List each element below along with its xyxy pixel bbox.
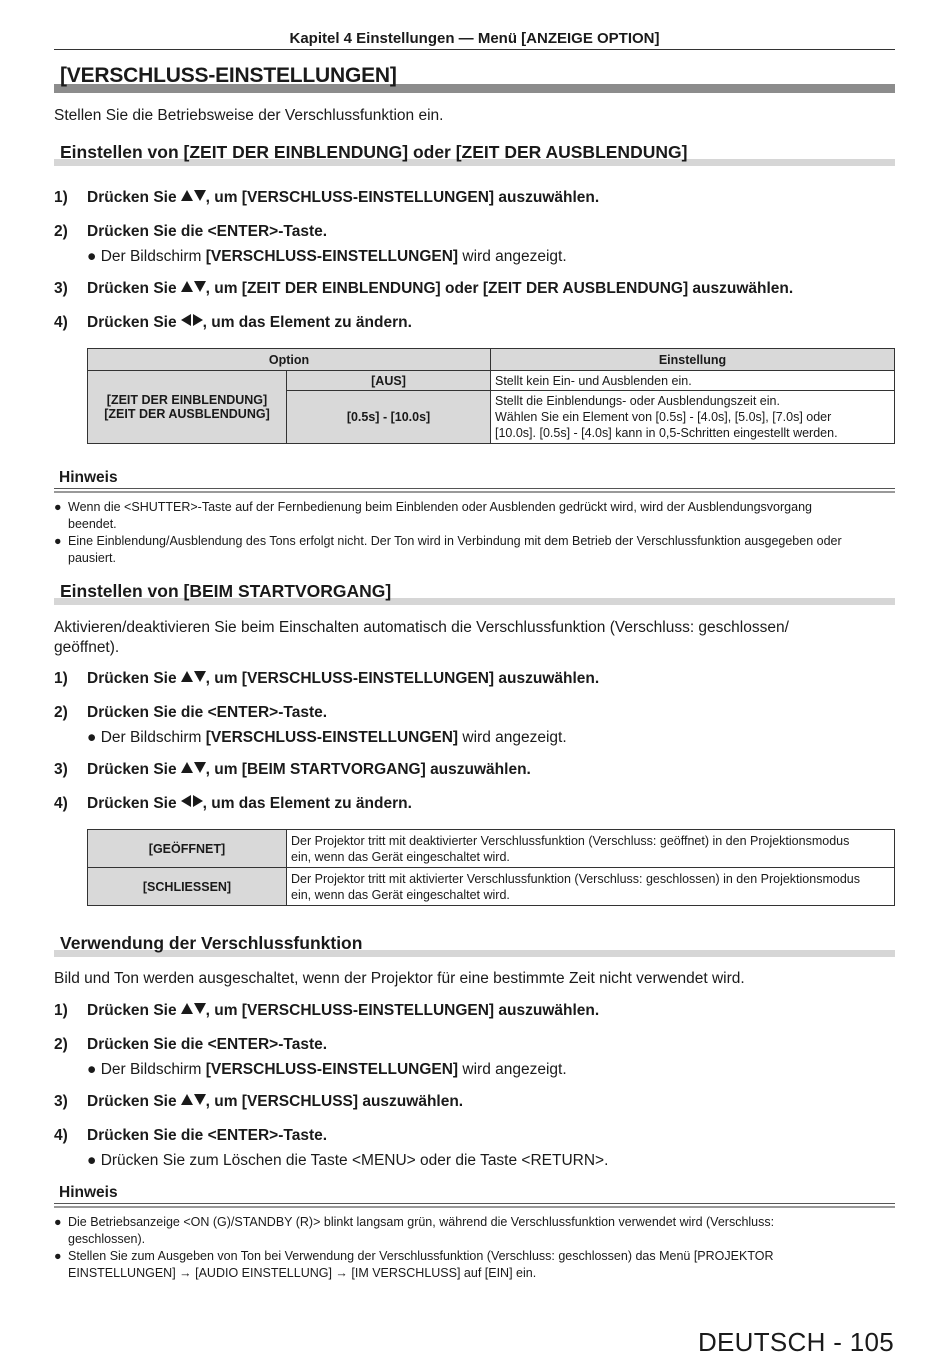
note-line: EINSTELLUNGEN] → [AUDIO EINSTELLUNG] → [IM VERSCHLUSS] auf [EIN] ein. — [68, 1266, 537, 1280]
note-text: Der Bildschirm — [100, 248, 206, 265]
note-bold: [VERSCHLUSS-EINSTELLUNGEN] — [205, 729, 459, 746]
bullet: ● — [54, 534, 62, 548]
step-number: 1) — [54, 1002, 68, 1019]
step-number: 3) — [54, 1093, 68, 1110]
note-text: Drücken Sie zum Löschen die Taste <MENU> oder die Taste <RETURN>. — [100, 1152, 609, 1169]
page-title — [54, 64, 895, 93]
hinweis-title: Hinweis — [59, 469, 118, 486]
bullet: ● — [87, 1152, 97, 1169]
bullet: ● — [87, 1061, 97, 1078]
section-heading-text: Einstellen von [ZEIT DER EINBLENDUNG] oder [ZEIT DER AUSBLENDUNG] — [60, 142, 688, 162]
step-text: Drücken Sie — [87, 670, 177, 687]
section-heading-startup — [54, 581, 895, 605]
triangle-down-icon — [194, 1003, 206, 1014]
triangle-up-icon — [181, 762, 193, 773]
step-text: Drücken Sie — [87, 1002, 177, 1019]
step-text: , um [VERSCHLUSS-EINSTELLUNGEN] auszuwählen. — [205, 1002, 600, 1019]
step-number: 1) — [54, 189, 68, 206]
triangle-up-icon — [181, 190, 193, 201]
hinweis-title: Hinweis — [59, 1184, 118, 1201]
triangle-left-icon — [181, 314, 191, 326]
step-number: 2) — [54, 1036, 68, 1053]
triangle-down-icon — [194, 762, 206, 773]
triangle-down-icon — [194, 1094, 206, 1105]
step-number: 1) — [54, 670, 68, 687]
triangle-down-icon — [194, 190, 206, 201]
step-text: Drücken Sie — [87, 761, 177, 778]
step-number: 2) — [54, 223, 68, 240]
step-text: Drücken Sie die <ENTER>-Taste. — [87, 704, 328, 721]
note-bold: [VERSCHLUSS-EINSTELLUNGEN] — [205, 248, 459, 265]
intro-line: geöffnet). — [54, 639, 120, 656]
section-heading-text: Verwendung der Verschlussfunktion — [60, 933, 363, 953]
note-item — [54, 1214, 895, 1248]
table-header-row — [88, 349, 895, 371]
step-number: 4) — [54, 314, 68, 331]
triangle-up-icon — [181, 1094, 193, 1105]
startup-table — [87, 829, 895, 906]
bullet: ● — [54, 1215, 62, 1229]
hinweis-heading — [54, 469, 895, 493]
note-line: Wenn die <SHUTTER>-Taste auf der Fernbedienung beim Einblenden oder Ausblenden gedrückt wird, wird der Ausblendungsvorgang — [68, 500, 812, 514]
table-row — [88, 371, 895, 391]
column-header-option: Option — [88, 349, 491, 371]
description-line: Wählen Sie ein Element von [0.5s] - [4.0s], [5.0s], [7.0s] oder — [495, 410, 832, 424]
step-text: Drücken Sie — [87, 189, 177, 206]
step-text: , um das Element zu ändern. — [202, 314, 412, 331]
note-line: pausiert. — [68, 551, 116, 565]
description-line: Der Projektor tritt mit deaktivierter Verschlussfunktion (Verschluss: geöffnet) in den Projektionsmodus — [291, 833, 850, 848]
step-text: , um [VERSCHLUSS-EINSTELLUNGEN] auszuwählen. — [205, 189, 600, 206]
divider — [54, 1206, 895, 1208]
note-item — [54, 533, 895, 567]
table-row — [88, 830, 895, 868]
step-text: Drücken Sie — [87, 314, 177, 331]
triangle-up-icon — [181, 281, 193, 292]
divider — [54, 491, 895, 493]
note-item — [54, 499, 895, 533]
step-text: , um [ZEIT DER EINBLENDUNG] oder [ZEIT DER AUSBLENDUNG] auszuwählen. — [205, 280, 794, 297]
chapter-header: Kapitel 4 Einstellungen — Menü [ANZEIGE OPTION] — [54, 30, 895, 50]
note-text: wird angezeigt. — [458, 248, 567, 265]
description-cell — [287, 830, 895, 868]
value-cell: [AUS] — [287, 371, 491, 391]
triangle-down-icon — [194, 671, 206, 682]
step-text: Drücken Sie die <ENTER>-Taste. — [87, 1036, 328, 1053]
description-line: [10.0s]. [0.5s] - [4.0s] kann in 0,5-Schritten eingestellt werden. — [495, 426, 838, 440]
triangle-up-icon — [181, 671, 193, 682]
note-line: Die Betriebsanzeige <ON (G)/STANDBY (R)> blinkt langsam grün, während die Verschlussfunktion verwendet wird (Verschluss: — [68, 1215, 775, 1229]
page-title-text: [VERSCHLUSS-EINSTELLUNGEN] — [60, 64, 397, 87]
description-cell — [491, 391, 895, 444]
step-text: , um [VERSCHLUSS-EINSTELLUNGEN] auszuwählen. — [205, 670, 600, 687]
note-text: Der Bildschirm — [100, 1061, 206, 1078]
note-item — [54, 1248, 895, 1282]
section-intro — [54, 618, 895, 658]
step-text: Drücken Sie — [87, 280, 177, 297]
table-row — [88, 868, 895, 906]
description-line: Stellt die Einblendungs- oder Ausblendungszeit ein. — [495, 394, 780, 408]
step-2-note — [87, 729, 895, 747]
note-text: wird angezeigt. — [458, 1061, 567, 1078]
description-line: Der Projektor tritt mit aktivierter Verschlussfunktion (Verschluss: geschlossen) in den Projektionsmodus — [291, 871, 860, 886]
bullet: ● — [87, 248, 97, 265]
hinweis-heading — [54, 1184, 895, 1208]
step-number: 3) — [54, 761, 68, 778]
step-text: , um das Element zu ändern. — [202, 795, 412, 812]
description-cell: Stellt kein Ein- und Ausblenden ein. — [491, 371, 895, 391]
triangle-down-icon — [194, 281, 206, 292]
page-number: DEUTSCH - 105 — [697, 1327, 894, 1357]
step-number: 2) — [54, 704, 68, 721]
note-text: wird angezeigt. — [458, 729, 567, 746]
step-text: Drücken Sie — [87, 1093, 177, 1110]
step-2-note — [87, 248, 895, 266]
step-text: Drücken Sie die <ENTER>-Taste. — [87, 223, 328, 240]
step-4-note — [87, 1152, 895, 1170]
step-text: Drücken Sie die <ENTER>-Taste. — [87, 1127, 328, 1144]
option-label: [ZEIT DER EINBLENDUNG] — [106, 393, 268, 407]
divider — [54, 488, 895, 489]
intro-line: Aktivieren/deaktivieren Sie beim Einschalten automatisch die Verschlussfunktion (Verschluss: geschlossen/ — [54, 619, 789, 636]
section-intro: Bild und Ton werden ausgeschaltet, wenn der Projektor für eine bestimmte Zeit nicht verwendet wird. — [54, 970, 745, 987]
description-line: ein, wenn das Gerät eingeschaltet wird. — [291, 849, 510, 864]
triangle-up-icon — [181, 1003, 193, 1014]
option-cell: [GEÖFFNET] — [88, 830, 287, 868]
step-2-note — [87, 1061, 895, 1079]
section-heading-fade — [54, 142, 895, 166]
intro-text: Stellen Sie die Betriebsweise der Verschlussfunktion ein. — [54, 107, 444, 124]
option-cell: [SCHLIESSEN] — [88, 868, 287, 906]
step-number: 4) — [54, 1127, 68, 1144]
note-line: Eine Einblendung/Ausblendung des Tons erfolgt nicht. Der Ton wird in Verbindung mit dem Betrieb der Verschlussfunktion ausgegeben oder — [68, 534, 842, 548]
note-line: Stellen Sie zum Ausgeben von Ton bei Verwendung der Verschlussfunktion (Verschluss: geschlossen) das Menü [PROJEKTOR — [68, 1249, 774, 1263]
step-number: 3) — [54, 280, 68, 297]
option-cell — [88, 371, 287, 444]
bullet: ● — [54, 1249, 62, 1263]
section-heading-text: Einstellen von [BEIM STARTVORGANG] — [60, 581, 392, 601]
value-cell: [0.5s] - [10.0s] — [287, 391, 491, 444]
step-text: Drücken Sie — [87, 795, 177, 812]
bullet: ● — [87, 729, 97, 746]
note-line: geschlossen). — [68, 1232, 146, 1246]
fade-time-table — [87, 348, 895, 444]
bullet: ● — [54, 500, 62, 514]
description-line: ein, wenn das Gerät eingeschaltet wird. — [291, 887, 510, 902]
triangle-right-icon — [193, 314, 203, 326]
description-cell — [287, 868, 895, 906]
column-header-setting: Einstellung — [491, 349, 895, 371]
section-heading-usage — [54, 933, 895, 957]
note-bold: [VERSCHLUSS-EINSTELLUNGEN] — [205, 1061, 459, 1078]
triangle-right-icon — [193, 795, 203, 807]
note-line: beendet. — [68, 517, 117, 531]
step-text: , um [VERSCHLUSS] auszuwählen. — [205, 1093, 464, 1110]
step-number: 4) — [54, 795, 68, 812]
option-label: [ZEIT DER AUSBLENDUNG] — [104, 407, 270, 421]
step-text: , um [BEIM STARTVORGANG] auszuwählen. — [205, 761, 531, 778]
note-text: Der Bildschirm — [100, 729, 206, 746]
divider — [54, 1203, 895, 1204]
triangle-left-icon — [181, 795, 191, 807]
